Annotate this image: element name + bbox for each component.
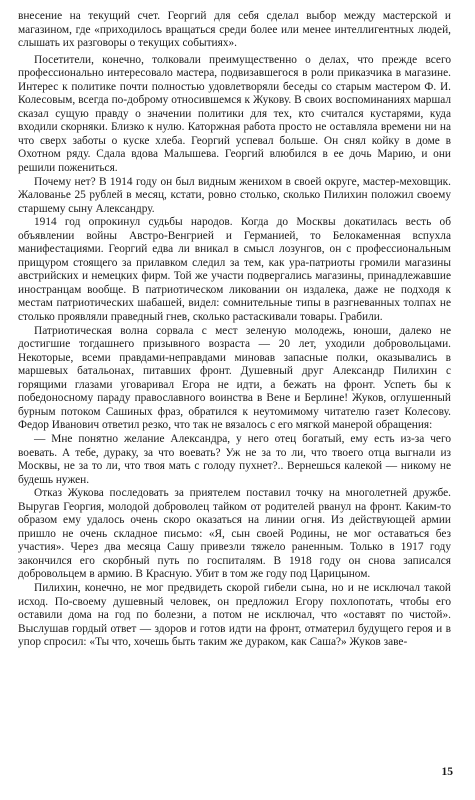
paragraph: Почему нет? В 1914 году он был видным женихом в своей округе, мастер-меховщик. Жалованье 25 рублей в месяц, кстати, ровно столько, сколько Пилихин положил своему старшему сыну Александру. xyxy=(18,175,451,215)
paragraph: Посетители, конечно, толковали преимущественно о делах, что прежде всего профессионально интересовало мастера, подвизавшегося в роли приказчика в магазине. Интерес к политике почти полностью удовлетворяли беседы со старым мастером Ф. И. Колесовым, всегда по-доброму относившемся к Жукову. В своих воспоминаниях маршал сказал сущую правду о значении политики для тех, кто считался кустарями, куда входили скорняки. Близко к нулю. Каторжная работа просто не оставляла времени ни на что сверх заботы о куске хлеба. Георгий успевал больше. Он снял койку в доме в Охотном ряду. Сдала вдова Малышева. Георгий влюбился в ее дочь Марию, и они решили пожениться. xyxy=(18,53,451,175)
paragraph: внесение на текущий счет. Георгий для себя сделал выбор между мастерской и магазином, где «приходилось вращаться среди более или менее интеллигентных людей, слышать их разговоры о текущих событиях». xyxy=(18,10,451,50)
paragraph: Патриотическая волна сорвала с мест зеленую молодежь, юноши, далеко не достигшие тогдашнего призывного возраста — 20 лет, уходили добровольцами. Некоторые, всеми правдами-неправдами миновав запасные полки, оказывались в маршевых батальонах, питавших фронт. Душевный друг Александр Пилихин с горящими глазами уговаривал Егора не идти, а бежать на фронт. Успеть бы к победоносному параду православного воинства в Вене и Берлине! Жуков, оглушенный бурным потоком Сашиных фраз, обратился к неутомимому читателю газет Колесову. Федор Иванович ответил резко, что так не вязалось с его мягкой манерой обращения: xyxy=(18,324,451,432)
paragraph: Пилихин, конечно, не мог предвидеть скорой гибели сына, но и не исключал такой исход. По-своему душевный человек, он предложил Егору похлопотать, чтобы его оставили дома на год по болезни, а потом не исключал, что «оставят по чистой». Выслушав гордый ответ — здоров и готов идти на фронт, отматерил будущего героя и в упор спросил: «Ты что, хочешь быть таким же дураком, как Саша?» Жуков заве- xyxy=(18,581,451,649)
page-number: 15 xyxy=(441,766,453,778)
paragraph: Отказ Жукова последовать за приятелем поставил точку на многолетней дружбе. Выругав Георгия, молодой доброволец тайком от родителей рванул на фронт. Каким-то образом ему удалось очень скоро оказаться на линии огня. Из действующей армии пришло не очень складное письмо: «Я, сын своей Родины, не мог оставаться без участия». Через два месяца Сашу привезли тяжело раненным. Только в 1917 году закончился его скорбный путь по госпиталям. В 1918 году он снова записался добровольцем в армию. В Красную. Убит в том же году под Царицыном. xyxy=(18,487,451,581)
paragraph: 1914 год опрокинул судьбы народов. Когда до Москвы докатилась весть об объявлении войны Австро-Венгрией и Германией, то Белокаменная вспухла манифестациями. Георгий едва ли вникал в смысл лозунгов, он с профессиональным прищуром стоящего за прилавком следил за тем, как ура-патриоты громили магазины австрийских и немецких фирм. Той же участи подвергались магазины, принадлежавшие иностранцам вообще. В патриотическом ликовании он издалека, даже не подходя к местам патриотических шабашей, видел: сомнительные типы в разгневанных толпах не столько проявляли праведный гнев, сколько растаскивали товары. Грабили. xyxy=(18,216,451,324)
paragraph: — Мне понятно желание Александра, у него отец богатый, ему есть из-за чего воевать. А тебе, дураку, за что воевать? Уж не за то ли, что твоего отца выгнали из Москвы, не за то ли, что твоя мать с голоду пухнет?.. Вернешься калекой — никому не будешь нужен. xyxy=(18,432,451,486)
book-page-text xyxy=(18,10,451,790)
